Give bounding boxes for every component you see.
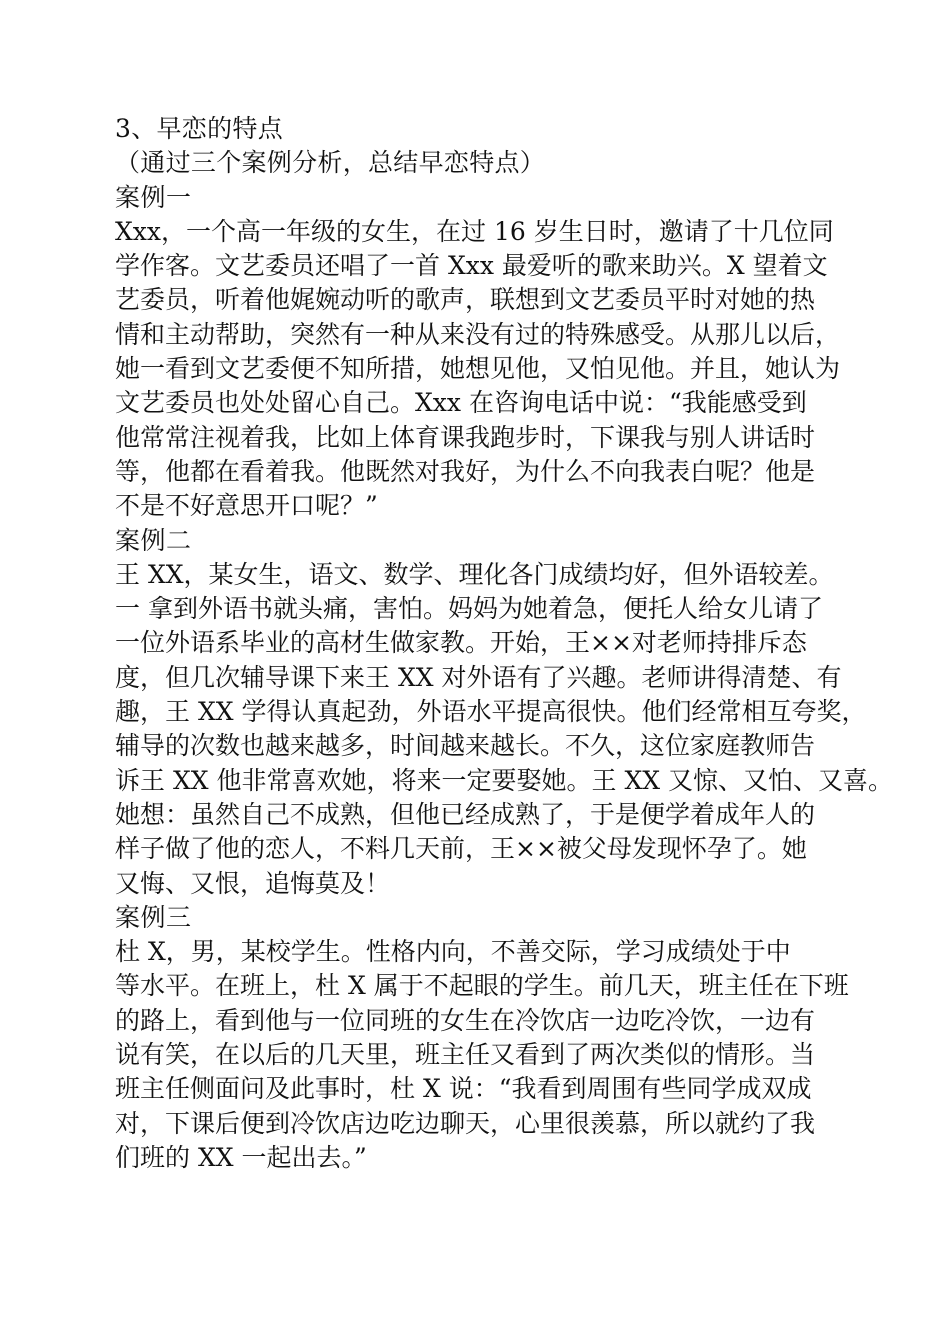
case-paragraph	[115, 558, 893, 901]
paragraph-line: 文艺委员也处处留心自己。Xxx 在咨询电话中说：“我能感受到	[115, 388, 807, 418]
paragraph-line: 度，但几次辅导课下来王 XX 对外语有了兴趣。老师讲得清楚、有	[115, 662, 842, 692]
paragraph-line: 等水平。在班上，杜 X 属于不起眼的学生。前几天，班主任在下班	[115, 971, 849, 1001]
paragraph-line: 班主任侧面问及此事时，杜 X 说：“我看到周围有些同学成双成	[115, 1074, 812, 1104]
case-paragraph	[115, 215, 841, 524]
document-page	[115, 112, 893, 1175]
paragraph-line: 样子做了他的恋人，不料几天前，王××被父母发现怀孕了。她	[115, 834, 807, 864]
case-label: 案例一	[115, 182, 192, 212]
paragraph-line: 王 XX，某女生，语文、数学、理化各门成绩均好，但外语较差。	[115, 559, 834, 589]
case-paragraph	[115, 935, 849, 1175]
paragraph-line: 说有笑，在以后的几天里，班主任又看到了两次类似的情形。当	[115, 1040, 816, 1070]
paragraph-line: 学作客。文艺委员还唱了一首 Xxx 最爱听的歌来助兴。X 望着文	[115, 251, 828, 281]
paragraph-line: 一位外语系毕业的高材生做家教。开始，王××对老师持排斥态	[115, 628, 807, 658]
paragraph-line: 她一看到文艺委便不知所措，她想见他，又怕见他。并且，她认为	[115, 354, 841, 384]
paragraph-line: 不是不好意思开口呢？”	[115, 491, 378, 521]
paragraph-line: 的路上，看到他与一位同班的女生在冷饮店一边吃冷饮，一边有	[115, 1005, 816, 1035]
paragraph-line: 他常常注视着我，比如上体育课我跑步时，下课我与别人讲话时	[115, 422, 816, 452]
paragraph-line: Xxx，一个高一年级的女生，在过 16 岁生日时，邀请了十几位同	[115, 216, 834, 246]
paragraph-line: 艺委员，听着他娓婉动听的歌声，联想到文艺委员平时对她的热	[115, 285, 816, 315]
paragraph-line: 对，下课后便到冷饮店边吃边聊天，心里很羡慕，所以就约了我	[115, 1108, 816, 1138]
paragraph-line: 辅导的次数也越来越多，时间越来越长。不久，这位家庭教师告	[115, 731, 816, 761]
paragraph-line: 情和主动帮助，突然有一种从来没有过的特殊感受。从那儿以后，	[115, 319, 841, 349]
section-heading: 3、早恋的特点	[115, 114, 284, 143]
paragraph-line: 她想：虽然自己不成熟，但他已经成熟了，于是便学着成年人的	[115, 799, 816, 829]
case-label: 案例三	[115, 902, 192, 932]
case-label: 案例二	[115, 525, 192, 555]
paragraph-line: 趣，王 XX 学得认真起劲，外语水平提高很快。他们经常相互夸奖，	[115, 697, 867, 727]
paragraph-line: 们班的 XX 一起出去。”	[115, 1142, 367, 1172]
paragraph-line: 等，他都在看着我。他既然对我好，为什么不向我表白呢？他是	[115, 456, 816, 486]
paragraph-line: 杜 X，男，某校学生。性格内向，不善交际，学习成绩处于中	[115, 937, 791, 967]
paragraph-line: 又悔、又恨，追悔莫及！	[115, 868, 391, 898]
section-subheading: （通过三个案例分析，总结早恋特点）	[115, 148, 546, 178]
paragraph-line: 诉王 XX 他非常喜欢她，将来一定要娶她。王 XX 又惊、又怕、又喜。	[115, 765, 893, 795]
paragraph-line: 一 拿到外语书就头痛，害怕。妈妈为她着急，便托人给女儿请了	[115, 594, 823, 624]
